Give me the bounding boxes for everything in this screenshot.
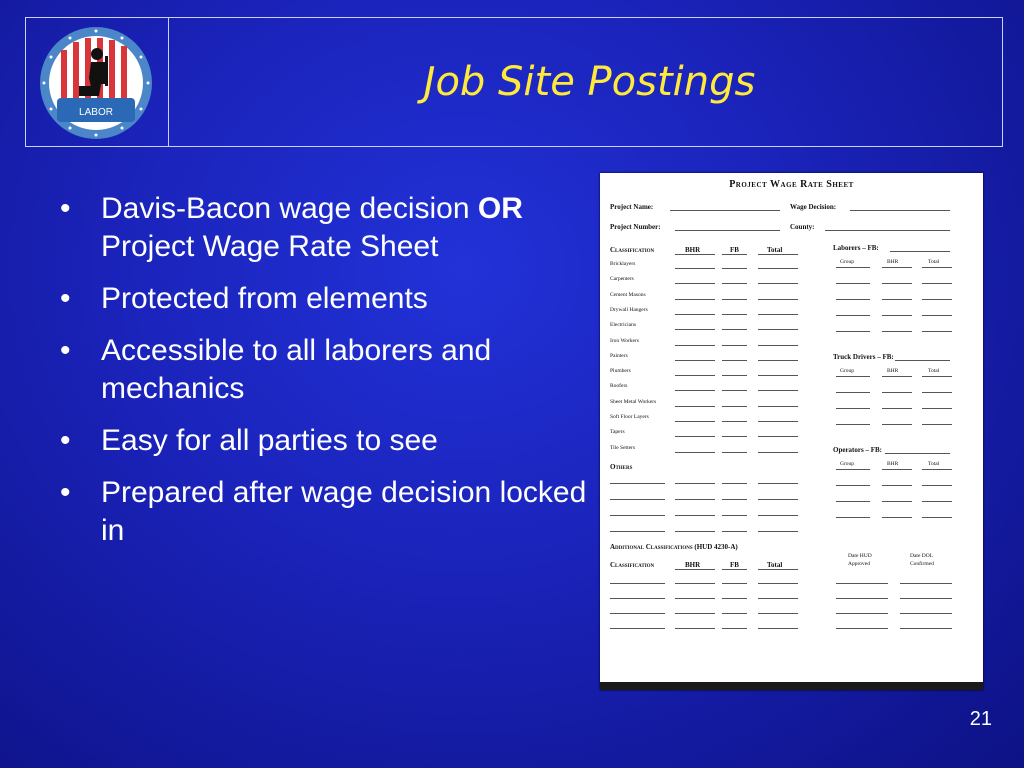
sheet-trade-label: Iron Workers [610, 337, 639, 344]
sheet-total-header: Total [767, 246, 783, 254]
sheet-total-header: Total [767, 561, 783, 569]
sheet-trade-label: Tapers [610, 429, 625, 436]
sheet-blank-line [675, 345, 715, 346]
bullet-item: • Davis-Bacon wage decision OR Project Wage Rate Sheet [60, 192, 523, 263]
sheet-blank-line [836, 331, 870, 332]
sheet-trade-label: Plumbers [610, 368, 631, 375]
sheet-blank-line [836, 408, 870, 409]
sheet-blank-line [836, 392, 870, 393]
sheet-blank-line [722, 314, 747, 315]
sheet-blank-line [722, 598, 747, 599]
sheet-title: Project Wage Rate Sheet [729, 179, 854, 190]
wage-rate-sheet [600, 173, 983, 682]
sheet-blank-line [758, 314, 798, 315]
sheet-blank-line [675, 499, 715, 500]
sheet-blank-line [895, 360, 950, 361]
sheet-blank-line [675, 375, 715, 376]
sheet-trade-label: Electricians [610, 322, 636, 329]
sheet-blank-line [722, 436, 747, 437]
sheet-blank-line [758, 254, 798, 255]
labor-seal-logo [39, 26, 153, 140]
sheet-blank-line [722, 299, 747, 300]
sheet-blank-line [722, 345, 747, 346]
sheet-blank-line [758, 598, 798, 599]
sheet-blank-line [722, 483, 747, 484]
sheet-blank-line [836, 517, 870, 518]
sheet-total-header: Total [928, 461, 940, 467]
sheet-laborers: Laborers – FB: [833, 244, 879, 252]
sheet-blank-line [675, 360, 715, 361]
sheet-project-name: Project Name: [610, 203, 654, 211]
sheet-blank-line [922, 331, 952, 332]
sheet-additional-classifications: Additional Classifications (HUD 4230-A) [610, 543, 738, 551]
sheet-bhr-header: BHR [685, 561, 701, 569]
sheet-trade-label: Sheet Metal Workers [610, 398, 657, 405]
bullet-list [58, 190, 588, 564]
sheet-trade-label: Painters [610, 352, 628, 359]
sheet-blank-line [836, 469, 870, 470]
sheet-blank-line [758, 299, 798, 300]
sheet-blank-line [675, 283, 715, 284]
sheet-blank-line [610, 499, 665, 500]
sheet-blank-line [675, 613, 715, 614]
sheet-blank-line [900, 598, 952, 599]
sheet-blank-line [882, 299, 912, 300]
sheet-bhr-header: BHR [887, 368, 899, 374]
sheet-blank-line [882, 267, 912, 268]
sheet-blank-line [922, 501, 952, 502]
sheet-blank-line [722, 375, 747, 376]
sheet-blank-line [922, 517, 952, 518]
bullet-item: • Easy for all parties to see [60, 424, 438, 457]
sheet-blank-line [758, 406, 798, 407]
sheet-blank-line [722, 628, 747, 629]
sheet-blank-line [758, 436, 798, 437]
sheet-blank-line [882, 469, 912, 470]
sheet-blank-line [882, 283, 912, 284]
sheet-truck-drivers: Truck Drivers – FB: [833, 353, 894, 361]
sheet-blank-line [758, 360, 798, 361]
sheet-blank-line [836, 501, 870, 502]
sheet-blank-line [758, 569, 798, 570]
slide-title: Job Site Postings [423, 59, 756, 105]
logo-label: LABOR [79, 107, 113, 118]
sheet-wage-decision: Wage Decision: [790, 203, 837, 211]
sheet-blank-line [882, 315, 912, 316]
sheet-blank-line [900, 628, 952, 629]
sheet-blank-line [758, 390, 798, 391]
sheet-blank-line [610, 483, 665, 484]
sheet-operators: Operators – FB: [833, 446, 882, 454]
sheet-blank-line [722, 360, 747, 361]
sheet-blank-line [836, 583, 888, 584]
sheet-blank-line [836, 628, 888, 629]
sheet-blank-line [922, 315, 952, 316]
sheet-blank-line [610, 515, 665, 516]
sheet-blank-line [675, 314, 715, 315]
sheet-group-header: Group [840, 461, 855, 467]
sheet-blank-line [610, 583, 665, 584]
sheet-blank-line [758, 483, 798, 484]
sheet-blank-line [722, 329, 747, 330]
sheet-blank-line [758, 452, 798, 453]
bullet-item: • Protected from elements [60, 282, 428, 315]
sheet-blank-line [758, 583, 798, 584]
sheet-trade-label: Bricklayers [610, 261, 636, 267]
sheet-others: Others [610, 463, 633, 471]
sheet-blank-line [882, 376, 912, 377]
sheet-blank-line [675, 483, 715, 484]
sheet-blank-line [900, 583, 952, 584]
sheet-blank-line [675, 406, 715, 407]
sheet-blank-line [675, 598, 715, 599]
sheet-blank-line [890, 251, 950, 252]
sheet-bhr-header: BHR [887, 259, 899, 265]
sheet-blank-line [882, 424, 912, 425]
sheet-blank-line [922, 283, 952, 284]
sheet-group-header: Group [840, 259, 855, 265]
sheet-approved: Approved [848, 561, 870, 567]
sheet-blank-line [836, 267, 870, 268]
sheet-blank-line [675, 299, 715, 300]
sheet-blank-line [610, 628, 665, 629]
sheet-blank-line [722, 613, 747, 614]
sheet-blank-line [922, 376, 952, 377]
sheet-trade-label: Roofers [610, 383, 628, 390]
sheet-blank-line [675, 628, 715, 629]
sheet-blank-line [922, 485, 952, 486]
sheet-blank-line [836, 613, 888, 614]
sheet-blank-line [836, 283, 870, 284]
sheet-blank-line [722, 406, 747, 407]
sheet-blank-line [922, 267, 952, 268]
sheet-blank-line [758, 329, 798, 330]
sheet-blank-line [836, 315, 870, 316]
sheet-blank-line [882, 501, 912, 502]
sheet-trade-label: Soft Floor Layers [610, 414, 649, 420]
sheet-blank-line [922, 408, 952, 409]
sheet-fb-header: FB [730, 246, 739, 254]
sheet-blank-line [922, 299, 952, 300]
sheet-blank-line [722, 569, 747, 570]
sheet-blank-line [675, 583, 715, 584]
sheet-trade-label: Carpenters [610, 276, 634, 283]
sheet-blank-line [836, 485, 870, 486]
sheet-blank-line [836, 598, 888, 599]
sheet-blank-line [758, 628, 798, 629]
sheet-blank-line [758, 499, 798, 500]
sheet-blank-line [882, 392, 912, 393]
sheet-blank-line [722, 268, 747, 269]
wage-rate-sheet-image [600, 173, 983, 690]
sheet-bhr-header: BHR [685, 246, 701, 254]
sheet-blank-line [675, 390, 715, 391]
sheet-blank-line [675, 329, 715, 330]
sheet-total-header: Total [928, 368, 940, 374]
sheet-blank-line [722, 583, 747, 584]
sheet-blank-line [722, 531, 747, 532]
sheet-classification-header: Classification [610, 246, 655, 254]
sheet-classification-header: Classification [610, 561, 655, 569]
sheet-blank-line [675, 452, 715, 453]
sheet-blank-line [758, 421, 798, 422]
sheet-blank-line [922, 469, 952, 470]
sheet-blank-line [610, 531, 665, 532]
sheet-county: County: [790, 223, 815, 231]
sheet-blank-line [722, 390, 747, 391]
sheet-blank-line [610, 613, 665, 614]
sheet-fb-header: FB [730, 561, 739, 569]
sheet-blank-line [882, 408, 912, 409]
sheet-blank-line [758, 345, 798, 346]
sheet-blank-line [675, 421, 715, 422]
bullet-item: • Accessible to all laborers and mechanics [60, 334, 492, 405]
bullet-item: • Prepared after wage decision locked in [60, 476, 587, 547]
sheet-trade-label: Drywall Hangers [610, 306, 648, 313]
header-frame [25, 17, 1003, 147]
sheet-blank-line [675, 531, 715, 532]
sheet-blank-line [722, 452, 747, 453]
sheet-blank-line [922, 392, 952, 393]
sheet-blank-line [675, 569, 715, 570]
sheet-blank-line [882, 331, 912, 332]
sheet-blank-line [758, 375, 798, 376]
sheet-blank-line [836, 424, 870, 425]
sheet-date-hud: Date HUD [848, 553, 872, 559]
sheet-blank-line [900, 613, 952, 614]
sheet-blank-line [885, 453, 950, 454]
sheet-blank-line [675, 436, 715, 437]
sheet-blank-line [922, 424, 952, 425]
sheet-blank-line [675, 254, 715, 255]
sheet-group-header: Group [840, 368, 855, 374]
sheet-blank-line [882, 517, 912, 518]
sheet-blank-line [675, 268, 715, 269]
sheet-blank-line [758, 283, 798, 284]
sheet-blank-line [722, 515, 747, 516]
sheet-blank-line [836, 299, 870, 300]
sheet-blank-line [882, 485, 912, 486]
sheet-blank-line [758, 268, 798, 269]
sheet-confirmed: Confirmed [910, 561, 934, 567]
sheet-bhr-header: BHR [887, 461, 899, 467]
sheet-blank-line [758, 531, 798, 532]
sheet-blank-line [675, 515, 715, 516]
sheet-trade-label: Cement Masons [610, 291, 646, 298]
sheet-project-number: Project Number: [610, 223, 661, 231]
sheet-blank-line [758, 613, 798, 614]
sheet-trade-label: Tile Setters [610, 444, 636, 451]
sheet-blank-line [610, 598, 665, 599]
sheet-blank-line [722, 283, 747, 284]
sheet-date-dol: Date DOL [910, 553, 934, 559]
sheet-blank-line [722, 421, 747, 422]
sheet-blank-line [758, 515, 798, 516]
sheet-blank-line [836, 376, 870, 377]
sheet-blank-line [722, 499, 747, 500]
sheet-total-header: Total [928, 259, 940, 265]
sheet-blank-line [722, 254, 747, 255]
page-number: 21 [969, 708, 992, 730]
